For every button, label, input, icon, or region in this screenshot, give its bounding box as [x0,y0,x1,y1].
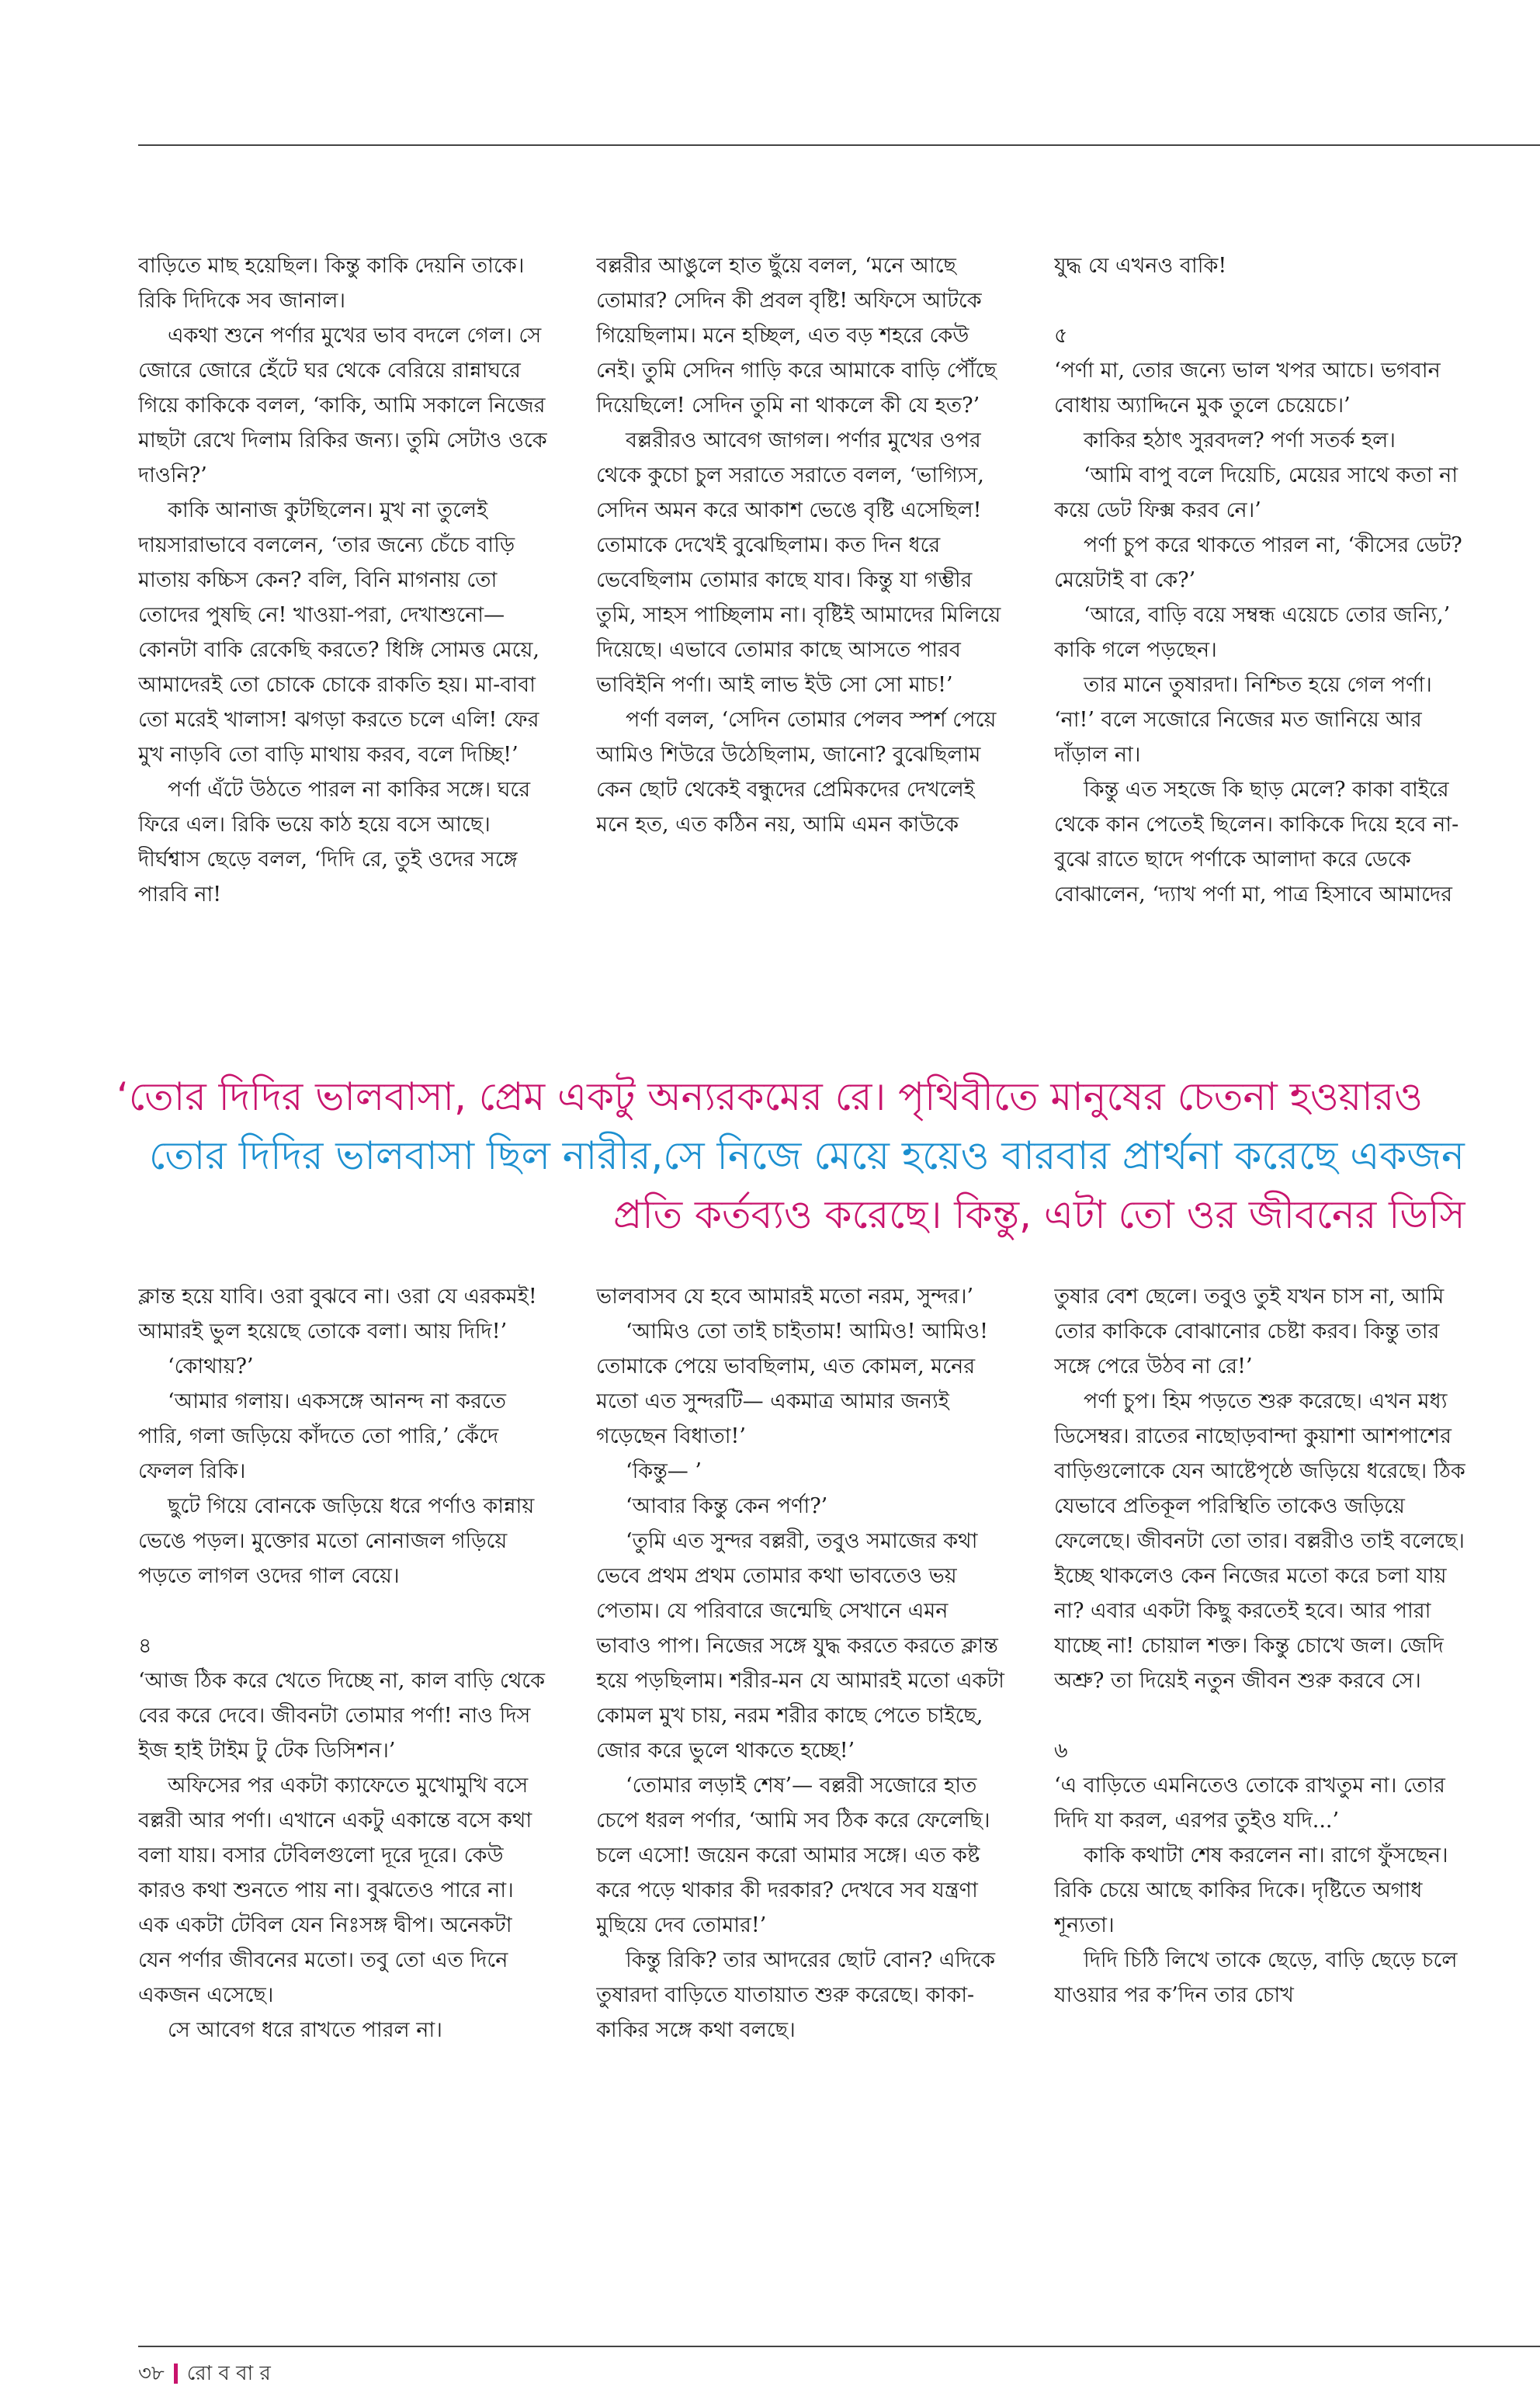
paragraph: ‘তুমি এত সুন্দর বল্লরী, তবুও সমাজের কথা ভেবে প্রথম প্রথম তোমার কথা ভাবতেও ভয় পেতাম। যে পরিবারে জন্মেছি সেখানে এমন ভাবাও পাপ। নিজের সঙ্গে যুদ্ধ করতে করতে ক্লান্ত হয়ে পড়ছিলাম। শরীর-মন যে আমারই মতো একটা কোমল মুখ চায়, নরম শরীর কাছে পেতে চাইছে, জোর করে ভুলে থাকতে হচ্ছে!’ [596,1529,1004,1763]
paragraph: ‘কিন্তু— ’ [626,1459,702,1483]
pull-quote-line-2: তোর দিদির ভালবাসা ছিল নারীর,সে নিজে মেয়ে হয়েও বারবার প্রার্থনা করেছে একজন [149,1133,1465,1178]
upper-columns [138,248,1540,1032]
paragraph: ‘আমার গলায়। একসঙ্গে আনন্দ না করতে পারি, গলা জড়িয়ে কাঁদতে তো পারি,’ কেঁদে ফেলল রিকি। [138,1389,506,1483]
paragraph: ‘আমি বাপু বলে দিয়েচি, মেয়ের সাথে কতা না কয়ে ডেট ফিক্স করব নে।’ [1054,463,1458,522]
paragraph: বাড়িতে মাছ হয়েছিল। কিন্তু কাকি দেয়নি তাকে। রিকি দিদিকে সব জানাল। [138,254,525,313]
paragraph: তার মানে তুষারদা। নিশ্চিত হয়ে গেল পর্ণা। ‘না!’ বলে সজোরে নিজের মত জানিয়ে আর দাঁড়াল না। [1054,673,1432,767]
paragraph: কিন্তু রিকি? তার আদরের ছোট বোন? এদিকে তুষারদা বাড়িতে যাতায়াত শুরু করেছে। কাকা-কাকির সঙ্গে কথা বলছে। [596,1948,996,2042]
section-number: ৬ [1054,1739,1068,1763]
paragraph: ‘আজ ঠিক করে খেতে দিচ্ছে না, কাল বাড়ি থেকে বের করে দেবে। জীবনটা তোমার পর্ণা! নাও দিস ইজ হাই টাইম টু টেক ডিসিশন।’ [138,1669,546,1763]
paragraph: অফিসের পর একটা ক্যাফেতে মুখোমুখি বসে বল্লরী আর পর্ণা। এখানে একটু একান্তে বসে কথা বলা যায়। বসার টেবিলগুলো দূরে দূরে। কেউ কারও কথা শুনতে পায় না। বুঝতেও পারে না। এক একটা টেবিল যেন নিঃসঙ্গ দ্বীপ। অনেকটা যেন পর্ণার জীবনের মতো। তবু তো এত দিনে একজন এসেছে। [138,1774,532,2007]
paragraph: পর্ণা বলল, ‘সেদিন তোমার পেলব স্পর্শ পেয়ে আমিও শিউরে উঠেছিলাম, জানো? বুঝেছিলাম কেন ছোট থেকেই বন্ধুদের প্রেমিকদের দেখলেই মনে হত, এত কঠিন নয়, আমি এমন কাউকে [596,708,997,837]
lower-column-2 [596,1279,1008,2319]
lower-columns [138,1279,1540,2319]
paragraph: ক্লান্ত হয়ে যাবি। ওরা বুঝবে না। ওরা যে এরকমই! আমারই ভুল হয়েছে তোকে বলা। আয় দিদি!’ [138,1285,537,1344]
footer-separator [174,2364,178,2384]
top-rule [138,144,1540,146]
upper-column-1 [138,248,550,1032]
paragraph: ‘আবার কিন্তু কেন পর্ণা?’ [626,1494,828,1518]
paragraph: সে আবেগ ধরে রাখতে পারল না। [168,2018,442,2042]
paragraph: ‘পর্ণা মা, তোর জন্যে ভাল খপর আচে। ভগবান বোধায় অ্যাদ্দিনে মুক তুলে চেয়েচে।’ [1054,359,1441,418]
paragraph: ছুটে গিয়ে বোনকে জড়িয়ে ধরে পর্ণাও কান্নায় ভেঙে পড়ল। মুক্তোর মতো নোনাজল গড়িয়ে পড়তে লাগল ওদের গাল বেয়ে। [138,1494,535,1588]
section-number: ৫ [1054,324,1068,348]
paragraph: কাকি আনাজ কুটছিলেন। মুখ না তুলেই দায়সারাভাবে বললেন, ‘তার জন্যে চেঁচে বাড়ি মাতায় কচ্চিস কেন? বলি, বিনি মাগনায় তো তোদের পুষছি নে! খাওয়া-পরা, দেখাশুনো— কোনটা বাকি রেকেছি করতে? ধিঙ্গি সোমত্ত মেয়ে, আমাদেরই তো চোকে চোকে রাকতি হয়। মা-বাবা তো মরেই খালাস! ঝগড়া করতে চলে এলি! ফের মুখ নাড়বি তো বাড়ি মাথায় করব, বলে দিচ্ছি!’ [138,498,539,767]
paragraph: ‘এ বাড়িতে এমনিতেও তোকে রাখতুম না। তোর দিদি যা করল, এরপর তুইও যদি...’ [1054,1774,1445,1833]
bottom-rule [138,2346,1540,2347]
paragraph: ‘আরে, বাড়ি বয়ে সম্বন্ধ এয়েচে তোর জন্যি,’ কাকি গলে পড়ছেন। [1054,603,1451,662]
paragraph: পর্ণা চুপ। হিম পড়তে শুরু করেছে। এখন মধ্য ডিসেম্বর। রাতের নাছোড়বান্দা কুয়াশা আশপাশের বাড়িগুলোকে যেন আষ্টেপৃষ্ঠে জড়িয়ে ধরেছে। ঠিক যেভাবে প্রতিকূল পরিস্থিতি তাকেও জড়িয়ে ফেলেছে। জীবনটা তো তার। বল্লরীও তাই বলেছে। ইচ্ছে থাকলেও কেন নিজের মতো করে চলা যায় না? এবার একটা কিছু করতেই হবে। আর পারা যাচ্ছে না! চোয়াল শক্ত। কিন্তু চোখে জল। জেদি অশ্রু? তা দিয়েই নতুন জীবন শুরু করবে সে। [1054,1389,1465,1693]
paragraph: তুষার বেশ ছেলে। তবুও তুই যখন চাস না, আমি তোর কাকিকে বোঝানোর চেষ্টা করব। কিন্তু তার সঙ্গে পেরে উঠব না রে!’ [1054,1285,1445,1379]
paragraph: ভালবাসব যে হবে আমারই মতো নরম, সুন্দর।’ [596,1285,974,1309]
paragraph: ‘আমিও তো তাই চাইতাম! আমিও! আমিও! তোমাকে পেয়ে ভাবছিলাম, এত কোমল, মনের মতো এত সুন্দরটি— একমাত্র আমার জন্যই গড়েছেন বিধাতা!’ [596,1320,988,1448]
magazine-name: রো ব বা র [186,2362,271,2385]
paragraph: বল্লরীরও আবেগ জাগল। পর্ণার মুখের ওপর থেকে কুচো চুল সরাতে সরাতে বলল, ‘ভাগ্যিস, সেদিন অমন করে আকাশ ভেঙে বৃষ্টি এসেছিল! তোমাকে দেখেই বুঝেছিলাম। কত দিন ধরে ভেবেছিলাম তোমার কাছে যাব। কিন্তু যা গম্ভীর তুমি, সাহস পাচ্ছিলাম না। বৃষ্টিই আমাদের মিলিয়ে দিয়েছে। এভাবে তোমার কাছে আসতে পারব ভাবিইনি পর্ণা। আই লাভ ইউ সো সো মাচ!’ [596,428,1001,697]
paragraph: বল্লরীর আঙুলে হাত ছুঁয়ে বলল, ‘মনে আছে তোমার? সেদিন কী প্রবল বৃষ্টি! অফিসে আটকে গিয়েছিলাম। মনে হচ্ছিল, এত বড় শহরে কেউ নেই। তুমি সেদিন গাড়ি করে আমাকে বাড়ি পৌঁছে দিয়েছিলে! সেদিন তুমি না থাকলে কী যে হত?’ [596,254,997,418]
paragraph: পর্ণা চুপ করে থাকতে পারল না, ‘কীসের ডেট? মেয়েটাই বা কে?’ [1054,533,1462,592]
section-number: ৪ [138,1634,152,1658]
lower-column-1 [138,1279,550,2319]
lower-column-3 [1054,1279,1465,2319]
upper-column-3 [1054,248,1465,1032]
page-number: ৩৮ [138,2362,165,2385]
paragraph: কাকি কথাটা শেষ করলেন না। রাগে ফুঁসছেন। রিকি চেয়ে আছে কাকির দিকে। দৃষ্টিতে অগাধ শূন্যতা। [1054,1843,1448,1937]
pull-quote [116,1067,1540,1246]
paragraph: পর্ণা এঁটে উঠতে পারল না কাকির সঙ্গে। ঘরে ফিরে এল। রিকি ভয়ে কাঠ হয়ে বসে আছে। দীর্ঘশ্বাস ছেড়ে বলল, ‘দিদি রে, তুই ওদের সঙ্গে পারবি না! [138,778,531,907]
paragraph: কাকির হঠাৎ সুরবদল? পর্ণা সতর্ক হল। [1084,428,1396,453]
pull-quote-line-1: ‘তোর দিদির ভালবাসা, প্রেম একটু অন্যরকমের রে। পৃথিবীতে মানুষের চেতনা হওয়ারও [116,1074,1423,1119]
paragraph: কিন্তু এত সহজে কি ছাড় মেলে? কাকা বাইরে থেকে কান পেতেই ছিলেন। কাকিকে দিয়ে হবে না-বুঝে রাতে ছাদে পর্ণাকে আলাদা করে ডেকে বোঝালেন, ‘দ্যাখ পর্ণা মা, পাত্র হিসাবে আমাদের [1054,778,1459,907]
pull-quote-line-3: প্রতি কর্তব্যও করেছে। কিন্তু, এটা তো ওর জীবনের ডিসি [613,1192,1465,1237]
paragraph: যুদ্ধ যে এখনও বাকি! [1054,254,1227,278]
paragraph: ‘কোথায়?’ [168,1354,254,1379]
paragraph: একথা শুনে পর্ণার মুখের ভাব বদলে গেল। সে জোরে জোরে হেঁটে ঘর থেকে বেরিয়ে রান্নাঘরে গিয়ে কাকিকে বলল, ‘কাকি, আমি সকালে নিজের মাছটা রেখে দিলাম রিকির জন্য। তুমি সেটাও ওকে দাওনি?’ [138,324,547,487]
upper-column-2 [596,248,1008,1032]
paragraph: দিদি চিঠি লিখে তাকে ছেড়ে, বাড়ি ছেড়ে চলে যাওয়ার পর ক’দিন তার চোখ [1054,1948,1458,2007]
paragraph: ‘তোমার লড়াই শেষ’— বল্লরী সজোরে হাত চেপে ধরল পর্ণার, ‘আমি সব ঠিক করে ফেলেছি। চলে এসো! জয়েন করো আমার সঙ্গে। এত কষ্ট করে পড়ে থাকার কী দরকার? দেখবে সব যন্ত্রণা মুছিয়ে দেব তোমার!’ [596,1774,990,1937]
page-footer [138,2360,271,2388]
